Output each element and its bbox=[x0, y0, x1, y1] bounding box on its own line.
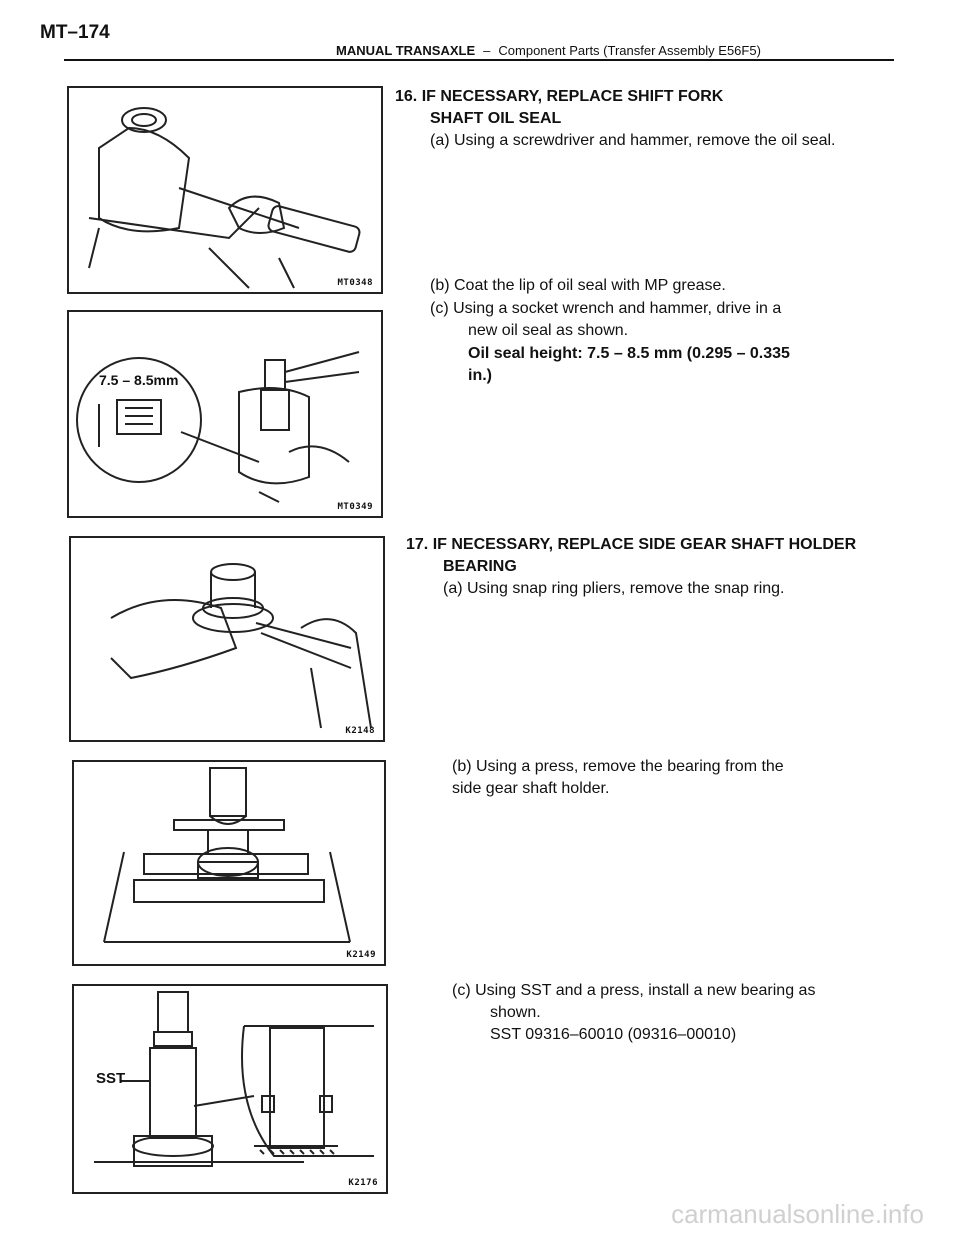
page-number: MT–174 bbox=[40, 22, 110, 43]
step17-c-line2: shown. bbox=[490, 1004, 541, 1021]
step16-c-line2: new oil seal as shown. bbox=[468, 322, 629, 339]
step16-spec-line2: in.) bbox=[468, 367, 492, 384]
sst-label: SST bbox=[96, 1070, 126, 1087]
step16-heading-line1: 16. IF NECESSARY, REPLACE SHIFT FORK bbox=[395, 88, 724, 105]
header bbox=[336, 43, 761, 58]
figure-code: K2149 bbox=[346, 950, 376, 960]
step16-b: (b) Coat the lip of oil seal with MP grease. bbox=[430, 277, 726, 294]
figure-code: K2176 bbox=[348, 1178, 378, 1188]
illustration-press-remove-bearing bbox=[74, 762, 384, 964]
figure-remove-oil-seal bbox=[67, 86, 383, 294]
header-subsection: Component Parts (Transfer Assembly E56F5) bbox=[498, 43, 761, 58]
step17-c-line1: (c) Using SST and a press, install a new bearing as bbox=[452, 982, 816, 999]
step16-spec-line1: Oil seal height: 7.5 – 8.5 mm (0.295 – 0.335 bbox=[468, 345, 790, 362]
dimension-label: 7.5 – 8.5mm bbox=[99, 372, 179, 388]
figure-code: K2148 bbox=[345, 726, 375, 736]
figure-code: MT0349 bbox=[337, 502, 373, 512]
header-separator: – bbox=[483, 43, 491, 58]
step17-b-line1: (b) Using a press, remove the bearing from the bbox=[452, 758, 784, 775]
step16-heading-line2: SHAFT OIL SEAL bbox=[430, 110, 562, 127]
step17-heading-line2: BEARING bbox=[443, 558, 517, 575]
step16-a: (a) Using a screwdriver and hammer, remove the oil seal. bbox=[430, 132, 836, 149]
header-section: MANUAL TRANSAXLE bbox=[336, 43, 476, 58]
watermark: carmanualsonline.info bbox=[671, 1199, 924, 1229]
figure-install-bearing bbox=[72, 984, 388, 1194]
step17-a: (a) Using snap ring pliers, remove the snap ring. bbox=[443, 580, 785, 597]
header-rule bbox=[64, 59, 894, 61]
figure-remove-snap-ring bbox=[69, 536, 385, 742]
illustration-install-bearing bbox=[74, 986, 386, 1192]
step16-c-line1: (c) Using a socket wrench and hammer, drive in a bbox=[430, 300, 782, 317]
illustration-install-oil-seal bbox=[69, 312, 381, 516]
step17-b-line2: side gear shaft holder. bbox=[452, 780, 610, 797]
step17-sst: SST 09316–60010 (09316–00010) bbox=[490, 1026, 737, 1043]
figure-press-remove-bearing bbox=[72, 760, 386, 966]
illustration-remove-snap-ring bbox=[71, 538, 383, 740]
step17-heading-line1: 17. IF NECESSARY, REPLACE SIDE GEAR SHAFT HOLDER bbox=[406, 536, 857, 553]
figure-install-oil-seal bbox=[67, 310, 383, 518]
illustration-remove-oil-seal bbox=[69, 88, 381, 292]
figure-code: MT0348 bbox=[337, 278, 373, 288]
